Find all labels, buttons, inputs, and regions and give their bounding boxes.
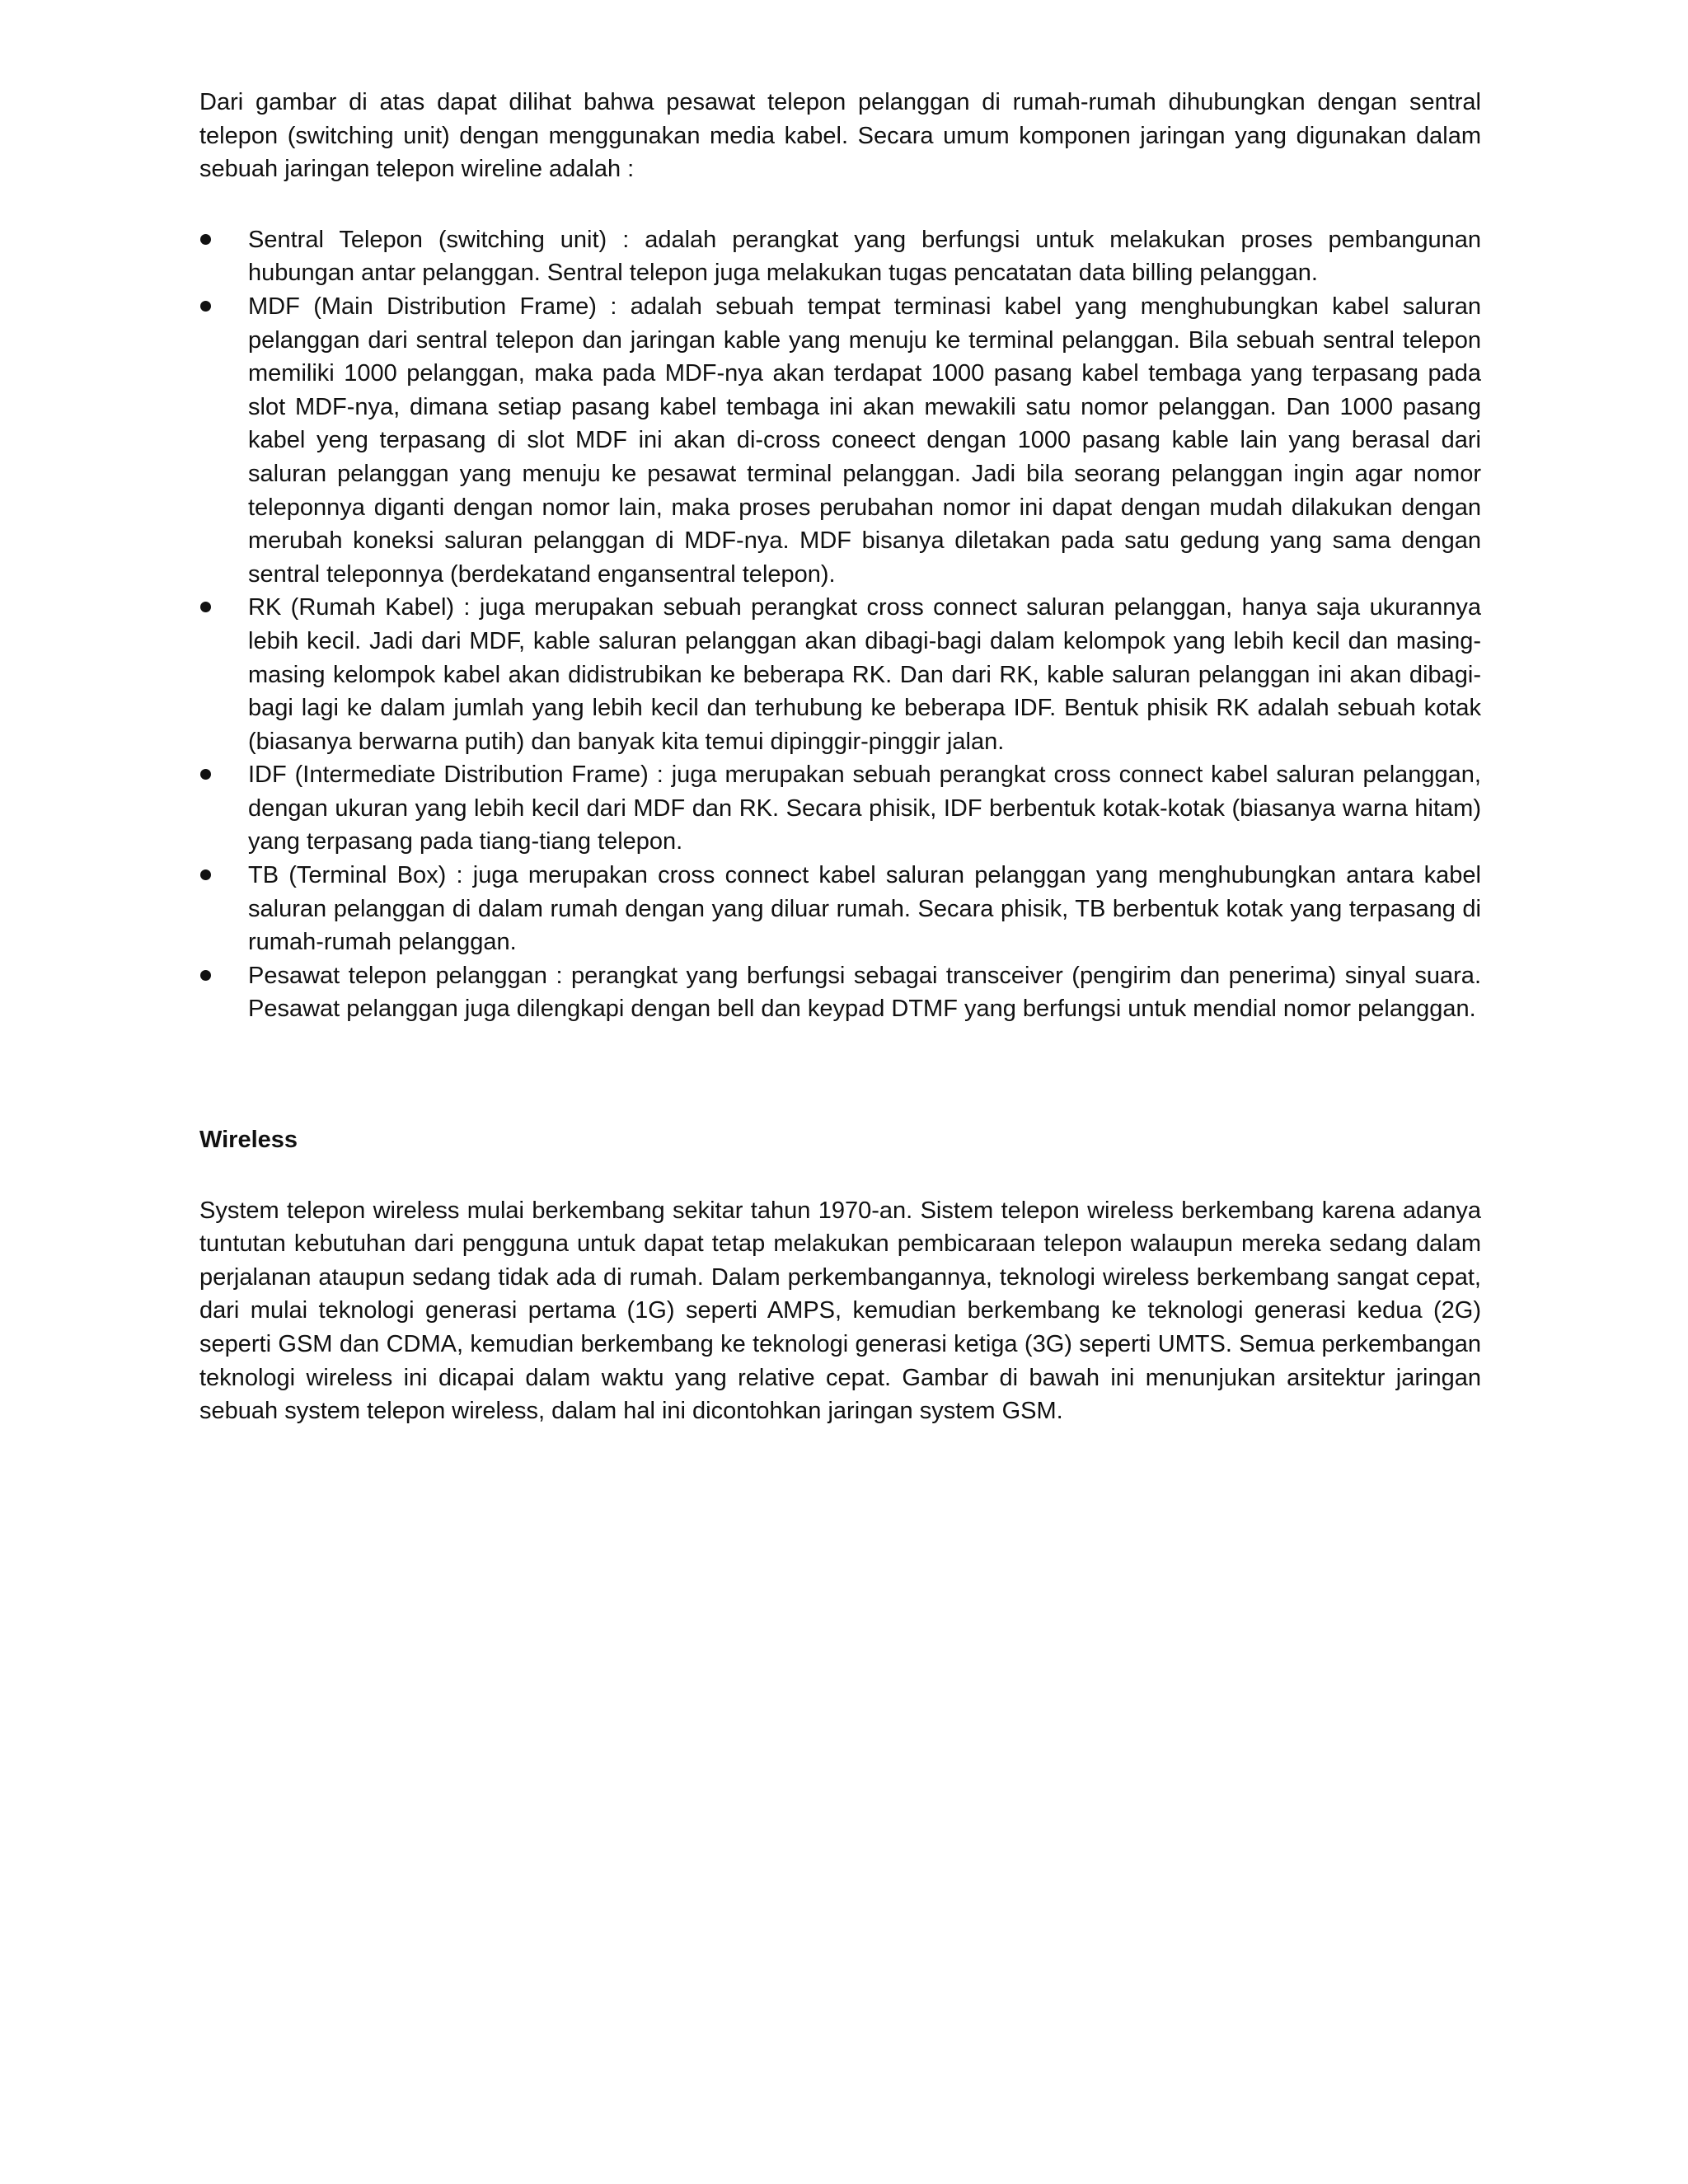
document-page bbox=[199, 86, 1481, 1428]
list-item-text: IDF (Intermediate Distribution Frame) : juga merupakan sebuah perangkat cross connect kabel saluran pelanggan, dengan ukuran yang lebih kecil dari MDF dan RK. Secara phisik, IDF berbentuk kotak-kotak (biasanya warna hitam) yang terpasang pada tiang-tiang telepon. bbox=[248, 762, 1481, 855]
list-item bbox=[199, 959, 1481, 1026]
list-item-text: TB (Terminal Box) : juga merupakan cross connect kabel saluran pelanggan yang menghubungkan antara kabel saluran pelanggan di dalam rumah dengan yang diluar rumah. Secara phisik, TB berbentuk kotak yang terpasang di rumah-rumah pelanggan. bbox=[248, 862, 1481, 956]
intro-paragraph: Dari gambar di atas dapat dilihat bahwa pesawat telepon pelanggan di rumah-rumah dihubungkan dengan sentral telepon (switching unit) dengan menggunakan media kabel. Secara umum komponen jaringan yang digunakan dalam sebuah jaringan telepon wireline adalah : bbox=[199, 89, 1481, 183]
list-item-text: RK (Rumah Kabel) : juga merupakan sebuah perangkat cross connect saluran pelanggan, hanya saja ukurannya lebih kecil. Jadi dari MDF, kable saluran pelanggan akan dibagi-bagi dalam kelompok yang lebih kecil dan masing-masing kelompok kabel akan didistrubikan ke beberapa RK. Dan dari RK, kable saluran pelanggan ini akan dibagi-bagi lagi ke dalam jumlah yang lebih kecil dan terhubung ke beberapa IDF. Bentuk phisik RK adalah sebuah kotak (biasanya berwarna putih) dan banyak kita temui dipinggir-pinggir jalan. bbox=[248, 594, 1481, 755]
section-heading: Wireless bbox=[199, 1127, 298, 1154]
wireless-paragraph: System telepon wireless mulai berkembang sekitar tahun 1970-an. Sistem telepon wireless berkembang karena adanya tuntutan kebutuhan dari pengguna untuk dapat tetap melakukan pembicaraan telepon walaupun mereka sedang dalam perjalanan ataupun sedang tidak ada di rumah. Dalam perkembangannya, teknologi wireless berkembang sangat cepat, dari mulai teknologi generasi pertama (1G) seperti AMPS, kemudian berkembang ke teknologi generasi kedua (2G) seperti GSM dan CDMA, kemudian berkembang ke teknologi generasi ketiga (3G) seperti UMTS. Semua perkembangan teknologi wireless ini dicapai dalam waktu yang relative cepat. Gambar di bawah ini menunjukan arsitektur jaringan sebuah system telepon wireless, dalam hal ini dicontohkan jaringan system GSM. bbox=[199, 1197, 1481, 1425]
list-item bbox=[199, 758, 1481, 859]
bullet-icon bbox=[200, 234, 211, 245]
list-item-text: Sentral Telepon (switching unit) : adalah perangkat yang berfungsi untuk melakukan proses pembangunan hubungan antar pelanggan. Sentral telepon juga melakukan tugas pencatatan data billing pelanggan. bbox=[248, 226, 1481, 287]
list-item bbox=[199, 859, 1481, 959]
list-item-text: MDF (Main Distribution Frame) : adalah sebuah tempat terminasi kabel yang menghubungkan kabel saluran pelanggan dari sentral telepon dan jaringan kable yang menuju ke terminal pelanggan. Bila sebuah sentral telepon memiliki 1000 pelanggan, maka pada MDF-nya akan terdapat 1000 pasang kabel tembaga yang terpasang pada slot MDF-nya, dimana setiap pasang kabel tembaga ini akan mewakili satu nomor pelanggan. Dan 1000 pasang kabel yeng terpasang di slot MDF ini akan di-cross coneect dengan 1000 pasang kable lain yang berasal dari saluran pelanggan yang menuju ke pesawat terminal pelanggan. Jadi bila seorang pelanggan ingin agar nomor teleponnya diganti dengan nomor lain, maka proses perubahan nomor ini dapat dengan mudah dilakukan dengan merubah koneksi saluran pelanggan di MDF-nya. MDF bisanya diletakan pada satu gedung yang sama dengan sentral teleponnya (berdekatand engansentral telepon). bbox=[248, 293, 1481, 588]
bullet-icon bbox=[200, 769, 211, 780]
list-item bbox=[199, 591, 1481, 758]
bullet-icon bbox=[200, 970, 211, 981]
list-item-text: Pesawat telepon pelanggan : perangkat yang berfungsi sebagai transceiver (pengirim dan penerima) sinyal suara. Pesawat pelanggan juga dilengkapi dengan bell dan keypad DTMF yang berfungsi untuk mendial nomor pelanggan. bbox=[248, 962, 1481, 1023]
component-list bbox=[199, 223, 1481, 1026]
bullet-icon bbox=[200, 869, 211, 880]
list-item bbox=[199, 290, 1481, 591]
bullet-icon bbox=[200, 301, 211, 312]
bullet-icon bbox=[200, 602, 211, 612]
list-item bbox=[199, 223, 1481, 290]
